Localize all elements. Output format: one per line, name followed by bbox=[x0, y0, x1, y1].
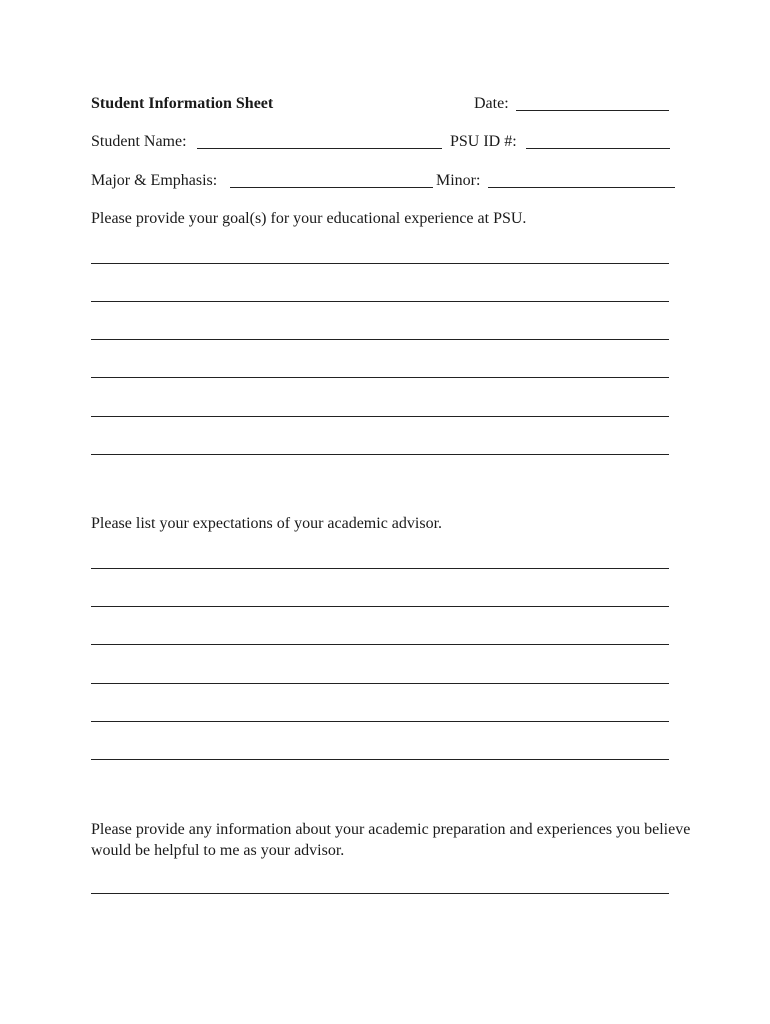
form-title: Student Information Sheet bbox=[91, 95, 274, 112]
date-field[interactable] bbox=[516, 110, 669, 111]
expectations-answer-line-5[interactable] bbox=[91, 721, 669, 722]
major-emphasis-label: Major & Emphasis: bbox=[91, 172, 218, 189]
goals-answer-line-1[interactable] bbox=[91, 263, 669, 264]
goals-prompt: Please provide your goal(s) for your educational experience at PSU. bbox=[91, 210, 527, 227]
minor-label: Minor: bbox=[436, 172, 481, 189]
goals-answer-line-2[interactable] bbox=[91, 301, 669, 302]
goals-answer-line-5[interactable] bbox=[91, 416, 669, 417]
student-name-label: Student Name: bbox=[91, 133, 187, 150]
expectations-answer-line-1[interactable] bbox=[91, 568, 669, 569]
student-name-field[interactable] bbox=[197, 148, 442, 149]
major-emphasis-field[interactable] bbox=[230, 187, 433, 188]
expectations-answer-line-3[interactable] bbox=[91, 644, 669, 645]
expectations-prompt: Please list your expectations of your academic advisor. bbox=[91, 515, 443, 532]
expectations-answer-line-6[interactable] bbox=[91, 759, 669, 760]
expectations-answer-line-4[interactable] bbox=[91, 683, 669, 684]
goals-answer-line-6[interactable] bbox=[91, 454, 669, 455]
expectations-answer-line-2[interactable] bbox=[91, 606, 669, 607]
goals-answer-line-4[interactable] bbox=[91, 377, 669, 378]
preparation-prompt: Please provide any information about your academic preparation and experiences you believe would be helpful to me as your advisor. bbox=[91, 821, 691, 859]
minor-field[interactable] bbox=[488, 187, 675, 188]
psu-id-field[interactable] bbox=[526, 148, 670, 149]
goals-answer-line-3[interactable] bbox=[91, 339, 669, 340]
date-label: Date: bbox=[474, 95, 509, 112]
psu-id-label: PSU ID #: bbox=[450, 133, 517, 150]
preparation-answer-line-1[interactable] bbox=[91, 893, 669, 894]
